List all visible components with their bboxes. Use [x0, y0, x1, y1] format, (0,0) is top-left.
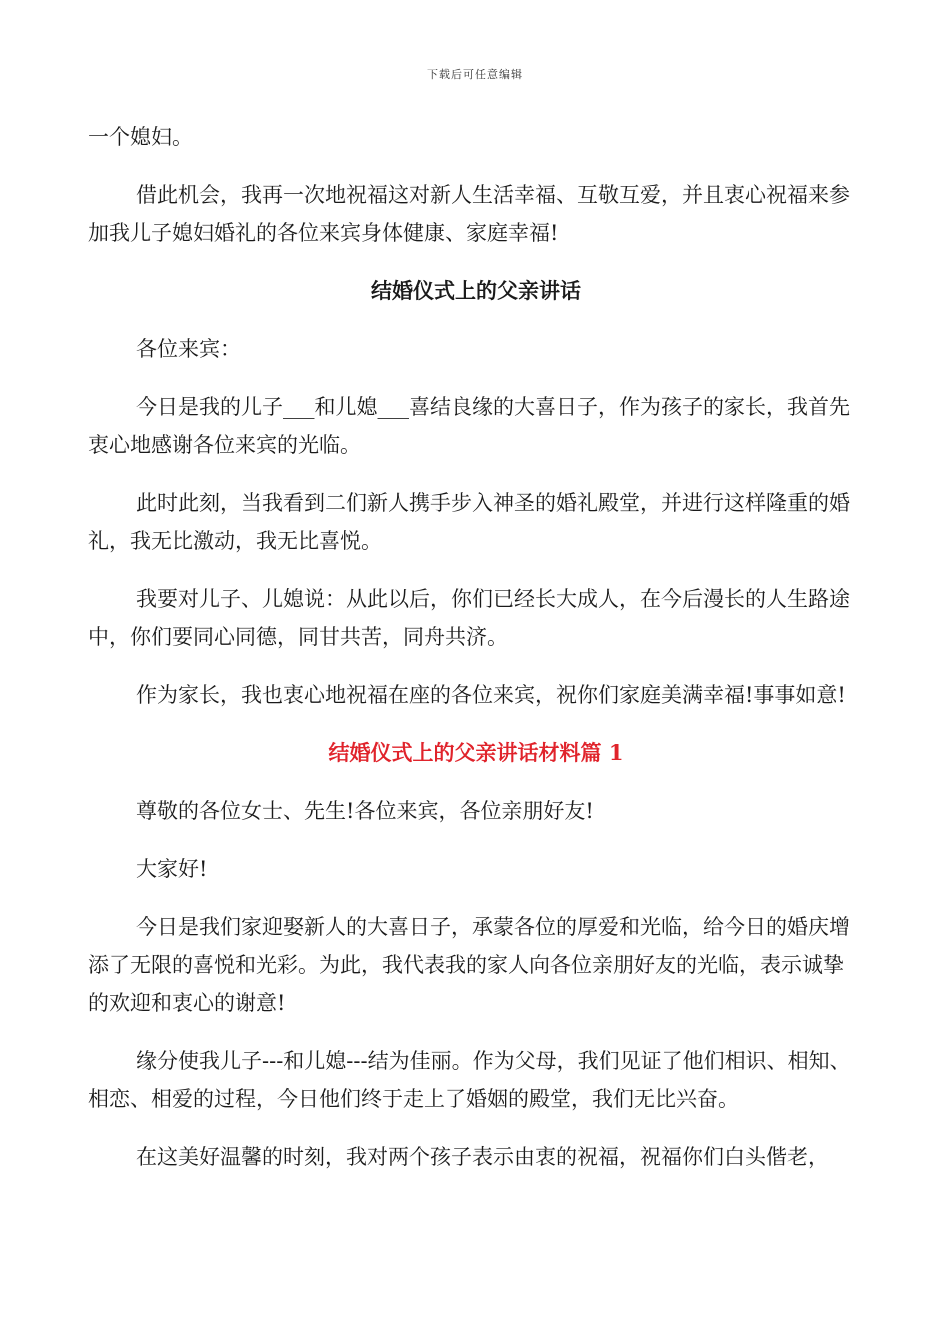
paragraph: 缘分使我儿子---和儿媳---结为佳丽。作为父母，我们见证了他们相识、相知、相恋、相爱的过程，今日他们终于走上了婚姻的殿堂，我们无比兴奋。 [88, 1049, 851, 1111]
section-title-red: 结婚仪式上的父亲讲话材料篇 1 [328, 740, 624, 765]
paragraph: 一个媳妇。 [88, 125, 193, 149]
paragraph: 尊敬的各位女士、先生!各位来宾，各位亲朋好友! [136, 799, 594, 823]
document-body [88, 118, 864, 1196]
paragraph: 此时此刻，当我看到二们新人携手步入神圣的婚礼殿堂，并进行这样隆重的婚礼，我无比激动，我无比喜悦。 [88, 491, 850, 553]
paragraph: 各位来宾： [136, 337, 241, 361]
paragraph: 今日是我们家迎娶新人的大喜日子，承蒙各位的厚爱和光临，给今日的婚庆增添了无限的喜悦和光彩。为此，我代表我的家人向各位亲朋好友的光临，表示诚挚的欢迎和衷心的谢意! [88, 915, 850, 1015]
paragraph: 借此机会，我再一次地祝福这对新人生活幸福、互敬互爱，并且衷心祝福来参加我儿子媳妇婚礼的各位来宾身体健康、家庭幸福! [88, 183, 850, 245]
paragraph: 我要对儿子、儿媳说：从此以后，你们已经长大成人，在今后漫长的人生路途中，你们要同心同德，同甘共苦，同舟共济。 [88, 587, 850, 649]
paragraph: 大家好! [136, 857, 208, 881]
paragraph: 在这美好温馨的时刻，我对两个孩子表示由衷的祝福，祝福你们白头偕老， [136, 1145, 829, 1169]
paragraph: 作为家长，我也衷心地祝福在座的各位来宾，祝你们家庭美满幸福!事事如意! [136, 683, 846, 707]
section-title: 结婚仪式上的父亲讲话 [371, 278, 581, 303]
paragraph: 今日是我的儿子___和儿媳___喜结良缘的大喜日子，作为孩子的家长，我首先衷心地感谢各位来宾的光临。 [88, 395, 850, 457]
page-header: 下载后可任意编辑 [427, 68, 523, 81]
